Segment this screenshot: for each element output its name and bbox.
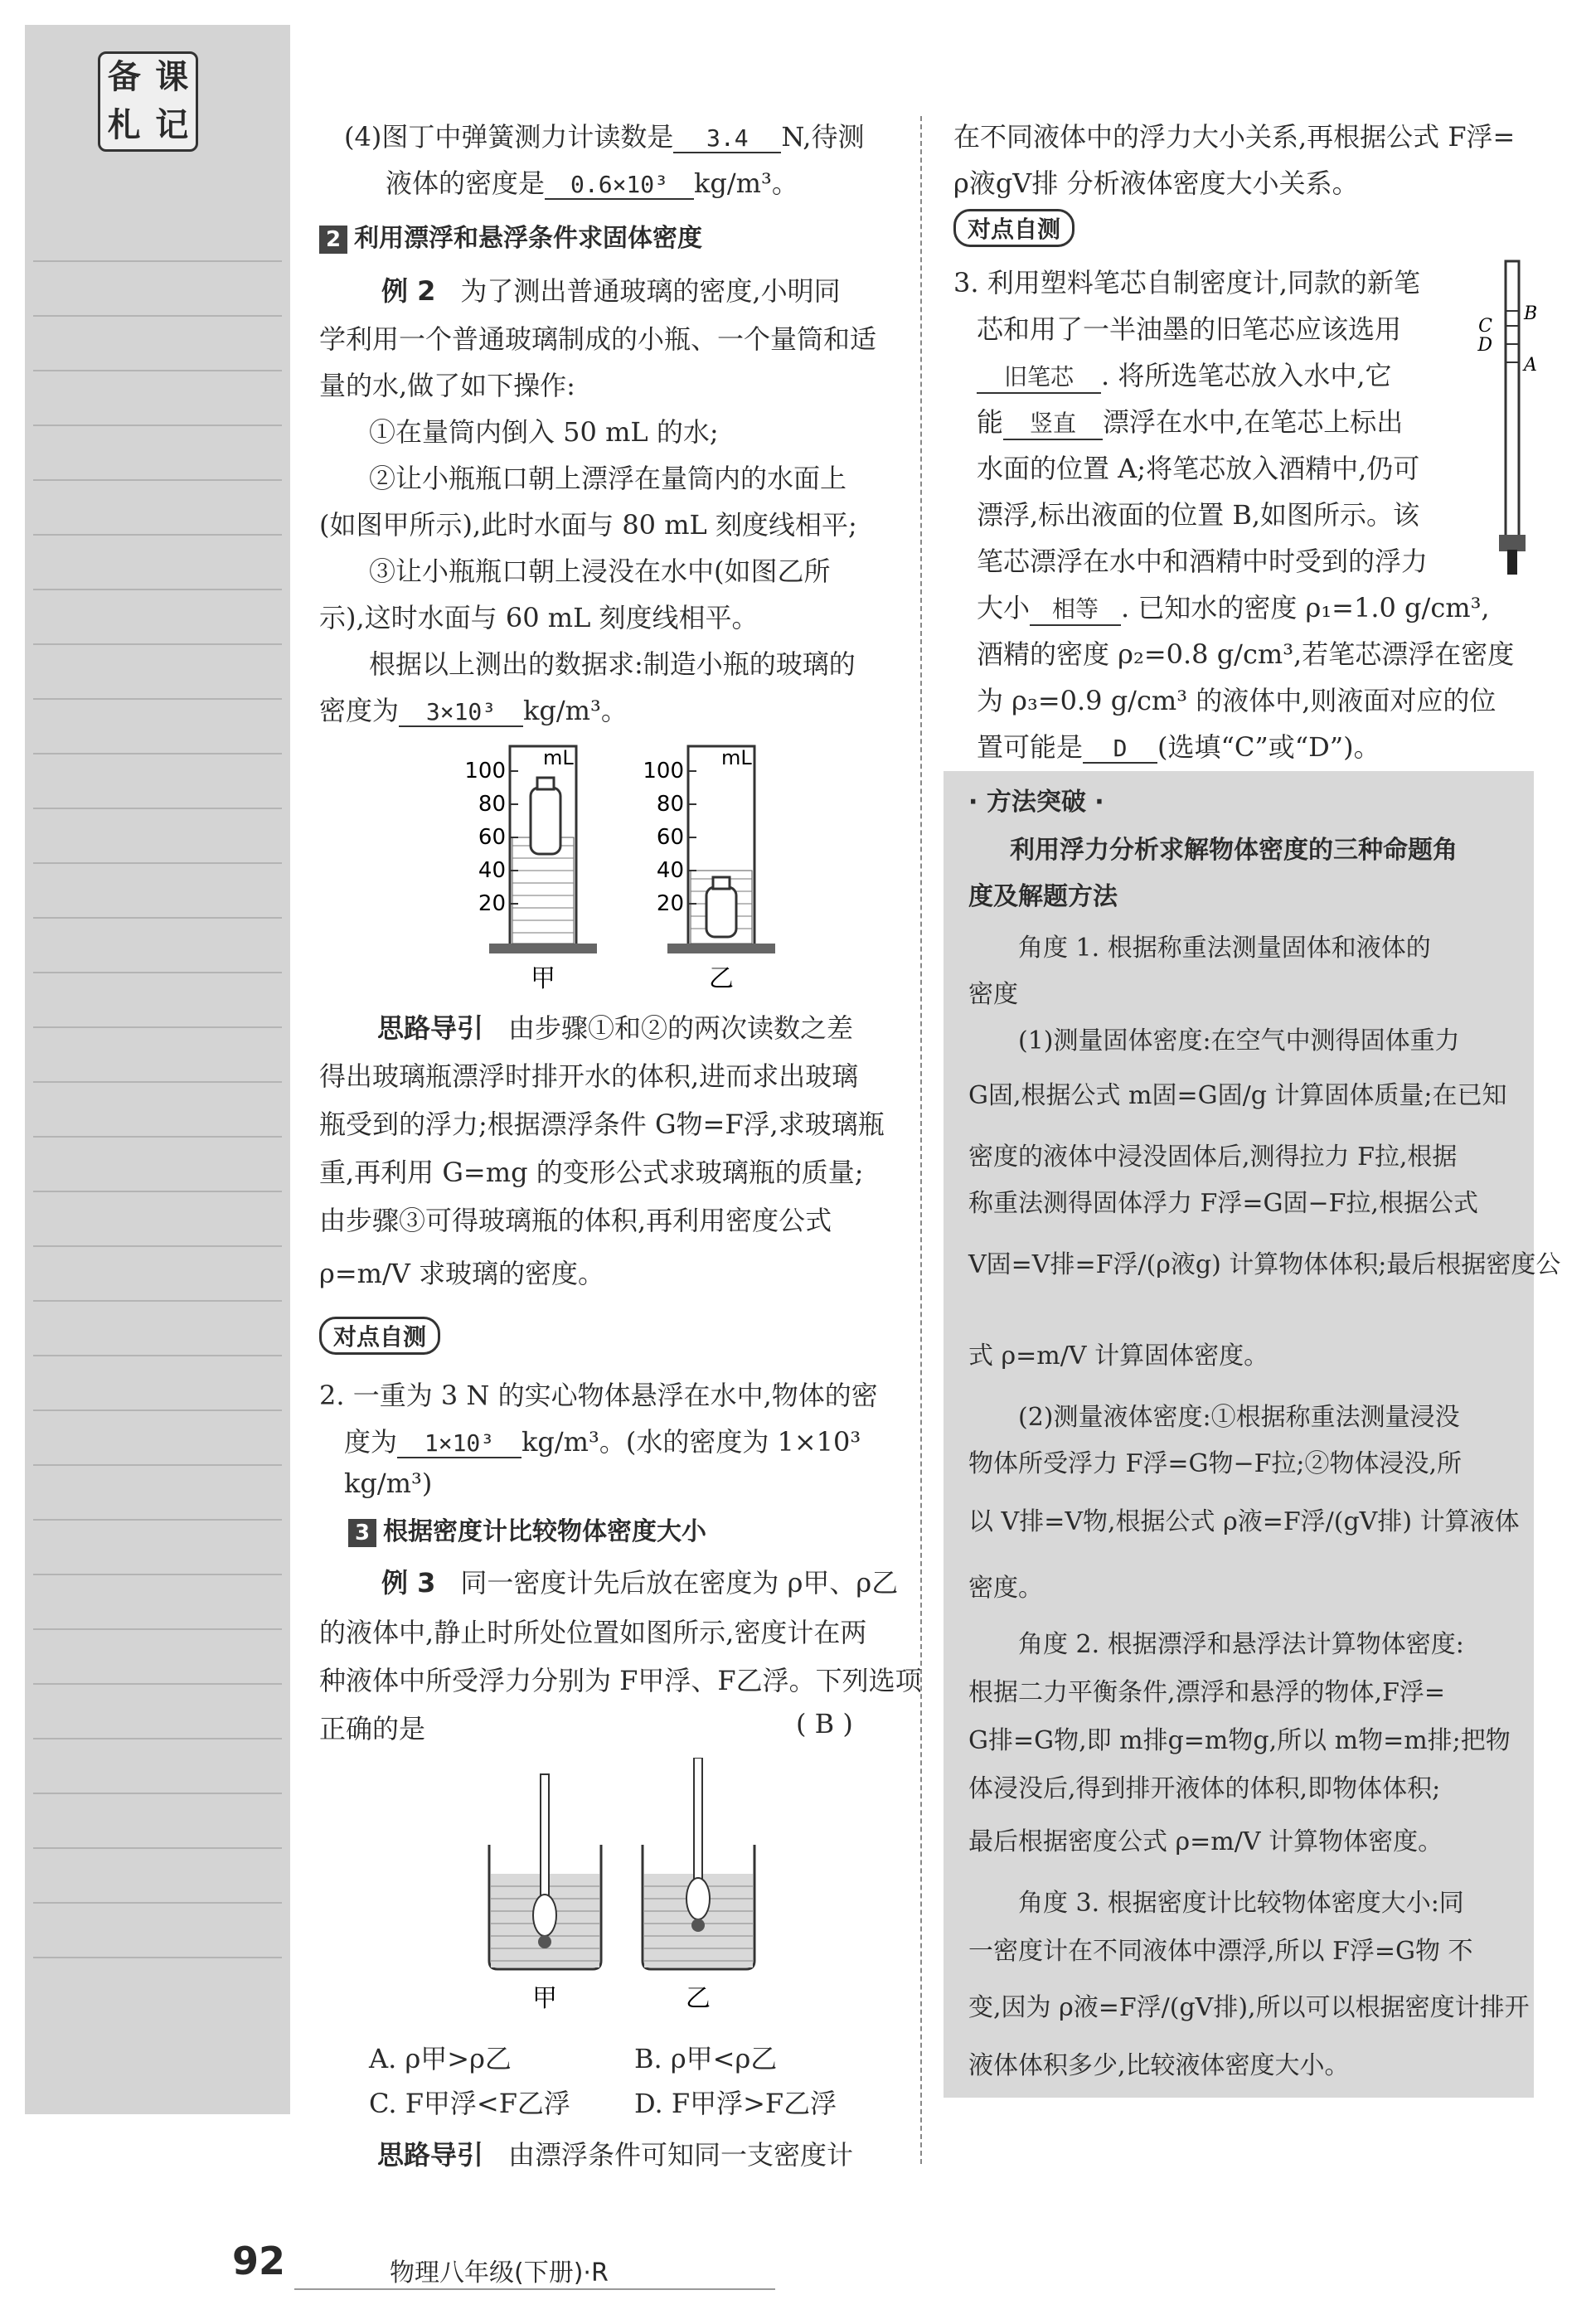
example-2-line: 根据以上测出的数据求:制造小瓶的玻璃的 [369,648,856,680]
q4-line1: (4)图丁中弹簧测力计读数是 3.4 N,待测 [344,121,865,153]
pen-mark-label: B [1524,303,1538,324]
tick-label: 80 [656,792,684,817]
example-3-line: 正确的是 [319,1713,426,1744]
method-line: 角度 1. 根据称重法测量固体和液体的 [1018,934,1431,963]
tick-label: 80 [478,792,506,817]
question-3-line: 为 ρ₃=0.9 g/cm³ 的液体中,则液面对应的位 [977,685,1497,716]
hint-first-line: 思路导引 由步骤①和②的两次读数之差 [377,1012,854,1044]
example-3-line: 种液体中所受浮力分别为 F甲浮、F乙浮。下列选项 [319,1665,922,1696]
question-3-line: 置可能是 D (选填“C”或“D”)。 [977,731,1380,763]
method-line: 一密度计在不同液体中漂浮,所以 F浮=G物 不 [968,1937,1473,1966]
pen-mark-label: A [1524,355,1537,376]
cylinder-jia [464,746,597,993]
hint-line: 瓶受到的浮力;根据漂浮条件 G物=F浮,求玻璃瓶 [319,1109,885,1140]
method-heading: 利用浮力分析求解物体密度的三种命题角 [1010,836,1458,865]
question-3-line: 水面的位置 A;将笔芯放入酒精中,仍可 [977,453,1420,484]
badge-char: 札 [107,104,141,144]
beaker-jia [489,1774,601,2013]
hydrometer-figure [481,1758,779,2031]
method-line: 式 ρ=m/V 计算固体密度。 [968,1342,1269,1371]
tick-label: 60 [656,825,684,850]
measuring-cylinder-figure [439,730,804,1003]
self-test-tag: 对点自测 [953,209,1075,247]
book-title: 物理八年级(下册)·R [390,2259,609,2288]
answer-blank: 相等 [1030,591,1121,626]
example-3-line: 的液体中,静止时所处位置如图所示,密度计在两 [319,1617,867,1648]
pen-mark-label: D [1477,335,1492,356]
pen-mark-label: C [1478,316,1492,337]
method-heading: 度及解题方法 [968,882,1118,911]
tick-label: 100 [464,759,506,784]
example-2-line: 量的水,做了如下操作: [319,370,575,401]
hint-line: 由步骤③可得玻璃瓶的体积,再利用密度公式 [319,1205,832,1236]
method-title: · 方法突破 · [968,788,1104,817]
cylinder-yi [643,746,775,993]
notes-badge [98,51,198,152]
answer-blank: 3×10³ [399,698,523,727]
unit-label: mL [721,746,752,769]
question-3-line: 漂浮,标出液面的位置 B,如图所示。该 [977,499,1420,531]
question-3-line: 旧笔芯 . 将所选笔芯放入水中,它 [977,355,1392,394]
tick-label: 100 [643,759,684,784]
method-line: (2)测量液体密度:①根据称重法测量浸没 [1018,1403,1460,1432]
figure-label-jia: 甲 [531,964,555,993]
example-2-line: (如图甲所示),此时水面与 80 mL 刻度线相平; [319,509,857,541]
tick-label: 20 [478,891,506,916]
badge-char: 记 [155,104,189,144]
hint-line: 重,再利用 G=mg 的变形公式求玻璃瓶的质量; [319,1157,864,1188]
question-3-line: 3. 利用塑料笔芯自制密度计,同款的新笔 [953,267,1420,298]
hint-line: ρ=m/V 求玻璃的密度。 [319,1258,605,1289]
figure-label-yi: 乙 [709,964,734,993]
continuation-line: 在不同液体中的浮力大小关系,再根据公式 F浮= [953,121,1516,153]
example-label: 例 2 [381,275,436,307]
example-2-line: 学利用一个普通玻璃制成的小瓶、一个量筒和适 [319,323,877,355]
method-line: 角度 2. 根据漂浮和悬浮法计算物体密度: [1018,1630,1464,1659]
method-line: G排=G物,即 m排g=m物g,所以 m物=m排;把物 [968,1726,1511,1755]
tick-label: 20 [656,891,684,916]
example-2-line: 示),这时水面与 60 mL 刻度线相平。 [319,602,759,633]
section-2-heading: 2 利用漂浮和悬浮条件求固体密度 [319,217,702,254]
method-line: G固,根据公式 m固=G固/g 计算固体质量;在已知 [968,1081,1507,1110]
example-2-first-line: 例 2 为了测出普通玻璃的密度,小明同 [381,275,841,307]
question-3-line: 笔芯漂浮在水中和酒精中时受到的浮力 [977,546,1429,577]
column-divider [920,116,922,2164]
continuation-line: ρ液gV排 分析液体密度大小关系。 [953,167,1359,199]
self-test-tag: 对点自测 [319,1317,440,1355]
option-a: A. ρ甲>ρ乙 [369,2043,512,2074]
question-3-line: 芯和用了一半油墨的旧笔芯应该选用 [977,313,1402,345]
method-line: 称重法测得固体浮力 F浮=G固−F拉,根据公式 [968,1189,1478,1218]
answer-blank: 旧笔芯 [977,359,1101,394]
figure-label-jia: 甲 [532,1984,557,2013]
method-line: 密度的液体中浸没固体后,测得拉力 F拉,根据 [968,1143,1458,1172]
question-2-line: kg/m³) [344,1468,433,1499]
question-3-line: 大小 相等 . 已知水的密度 ρ₁=1.0 g/cm³, [977,587,1490,626]
pen-core-figure [1474,253,1549,585]
example-2-step: ③让小瓶瓶口朝上浸没在水中(如图乙所 [369,556,831,587]
page-number: 92 [232,2239,286,2283]
option-b: B. ρ甲<ρ乙 [634,2043,778,2074]
hint-label: 思路导引 [377,1012,484,1044]
hint-2-line: 思路导引 由漂浮条件可知同一支密度计 [377,2139,854,2171]
example-3-answer: ( B ) [796,1708,853,1739]
method-line: 密度 [968,980,1018,1009]
answer-blank: D [1083,735,1157,764]
tick-label: 60 [478,825,506,850]
figure-label-yi: 乙 [686,1984,711,2013]
answer-blank: 1×10³ [397,1429,521,1458]
option-c: C. F甲浮<F乙浮 [369,2088,570,2119]
section-3-heading: 3 根据密度计比较物体密度大小 [348,1511,706,1547]
method-line: 根据二力平衡条件,漂浮和悬浮的物体,F浮= [968,1678,1446,1707]
example-2-answer-line: 密度为 3×10³ kg/m³。 [319,695,628,726]
example-3-first-line: 例 3 同一密度计先后放在密度为 ρ甲、ρ乙 [381,1567,899,1599]
method-line: 最后根据密度公式 ρ=m/V 计算物体密度。 [968,1827,1443,1856]
method-line: (1)测量固体密度:在空气中测得固体重力 [1018,1026,1460,1055]
example-2-step: ①在量筒内倒入 50 mL 的水; [369,416,719,448]
tick-label: 40 [478,858,506,883]
question-2-line: 2. 一重为 3 N 的实心物体悬浮在水中,物体的密 [319,1380,878,1411]
method-line: 以 V排=V物,根据公式 ρ液=F浮/(gV排) 计算液体 [968,1507,1520,1536]
hint-line: 得出玻璃瓶漂浮时排开水的体积,进而求出玻璃 [319,1060,859,1092]
method-line: 物体所受浮力 F浮=G物−F拉;②物体浸没,所 [968,1449,1463,1478]
question-3-line: 酒精的密度 ρ₂=0.8 g/cm³,若笔芯漂浮在密度 [977,638,1515,670]
option-d: D. F甲浮>F乙浮 [634,2088,837,2119]
unit-label: mL [543,746,574,769]
badge-char: 备 [107,57,141,96]
method-line: 密度。 [968,1574,1043,1603]
question-3-line: 能 竖直 漂浮在水中,在笔芯上标出 [977,401,1403,440]
method-line: 角度 3. 根据密度计比较物体密度大小:同 [1018,1889,1464,1918]
answer-blank: 3.4 [673,124,781,153]
method-line: 变,因为 ρ液=F浮/(gV排),所以可以根据密度计排开 [968,1993,1530,2022]
method-line: V固=V排=F浮/(ρ液g) 计算物体体积;最后根据密度公 [968,1250,1561,1279]
method-line: 液体体积多少,比较液体密度大小。 [968,2051,1350,2080]
example-2-step: ②让小瓶瓶口朝上漂浮在量筒内的水面上 [369,463,847,494]
answer-blank: 0.6×10³ [545,171,694,200]
beaker-yi [643,1758,754,2013]
tick-label: 40 [656,858,684,883]
method-line: 体浸没后,得到排开液体的体积,即物体体积; [968,1774,1441,1803]
q4-line2: 液体的密度是 0.6×10³ kg/m³。 [386,167,798,199]
footer-rule [294,2288,775,2290]
answer-blank: 竖直 [1003,405,1103,440]
question-2-answer-line: 度为 1×10³ kg/m³。(水的密度为 1×10³ [344,1426,861,1458]
notes-lines [33,207,282,1990]
badge-char: 课 [155,57,189,96]
hint-label: 思路导引 [377,2139,484,2171]
example-label: 例 3 [381,1567,436,1599]
